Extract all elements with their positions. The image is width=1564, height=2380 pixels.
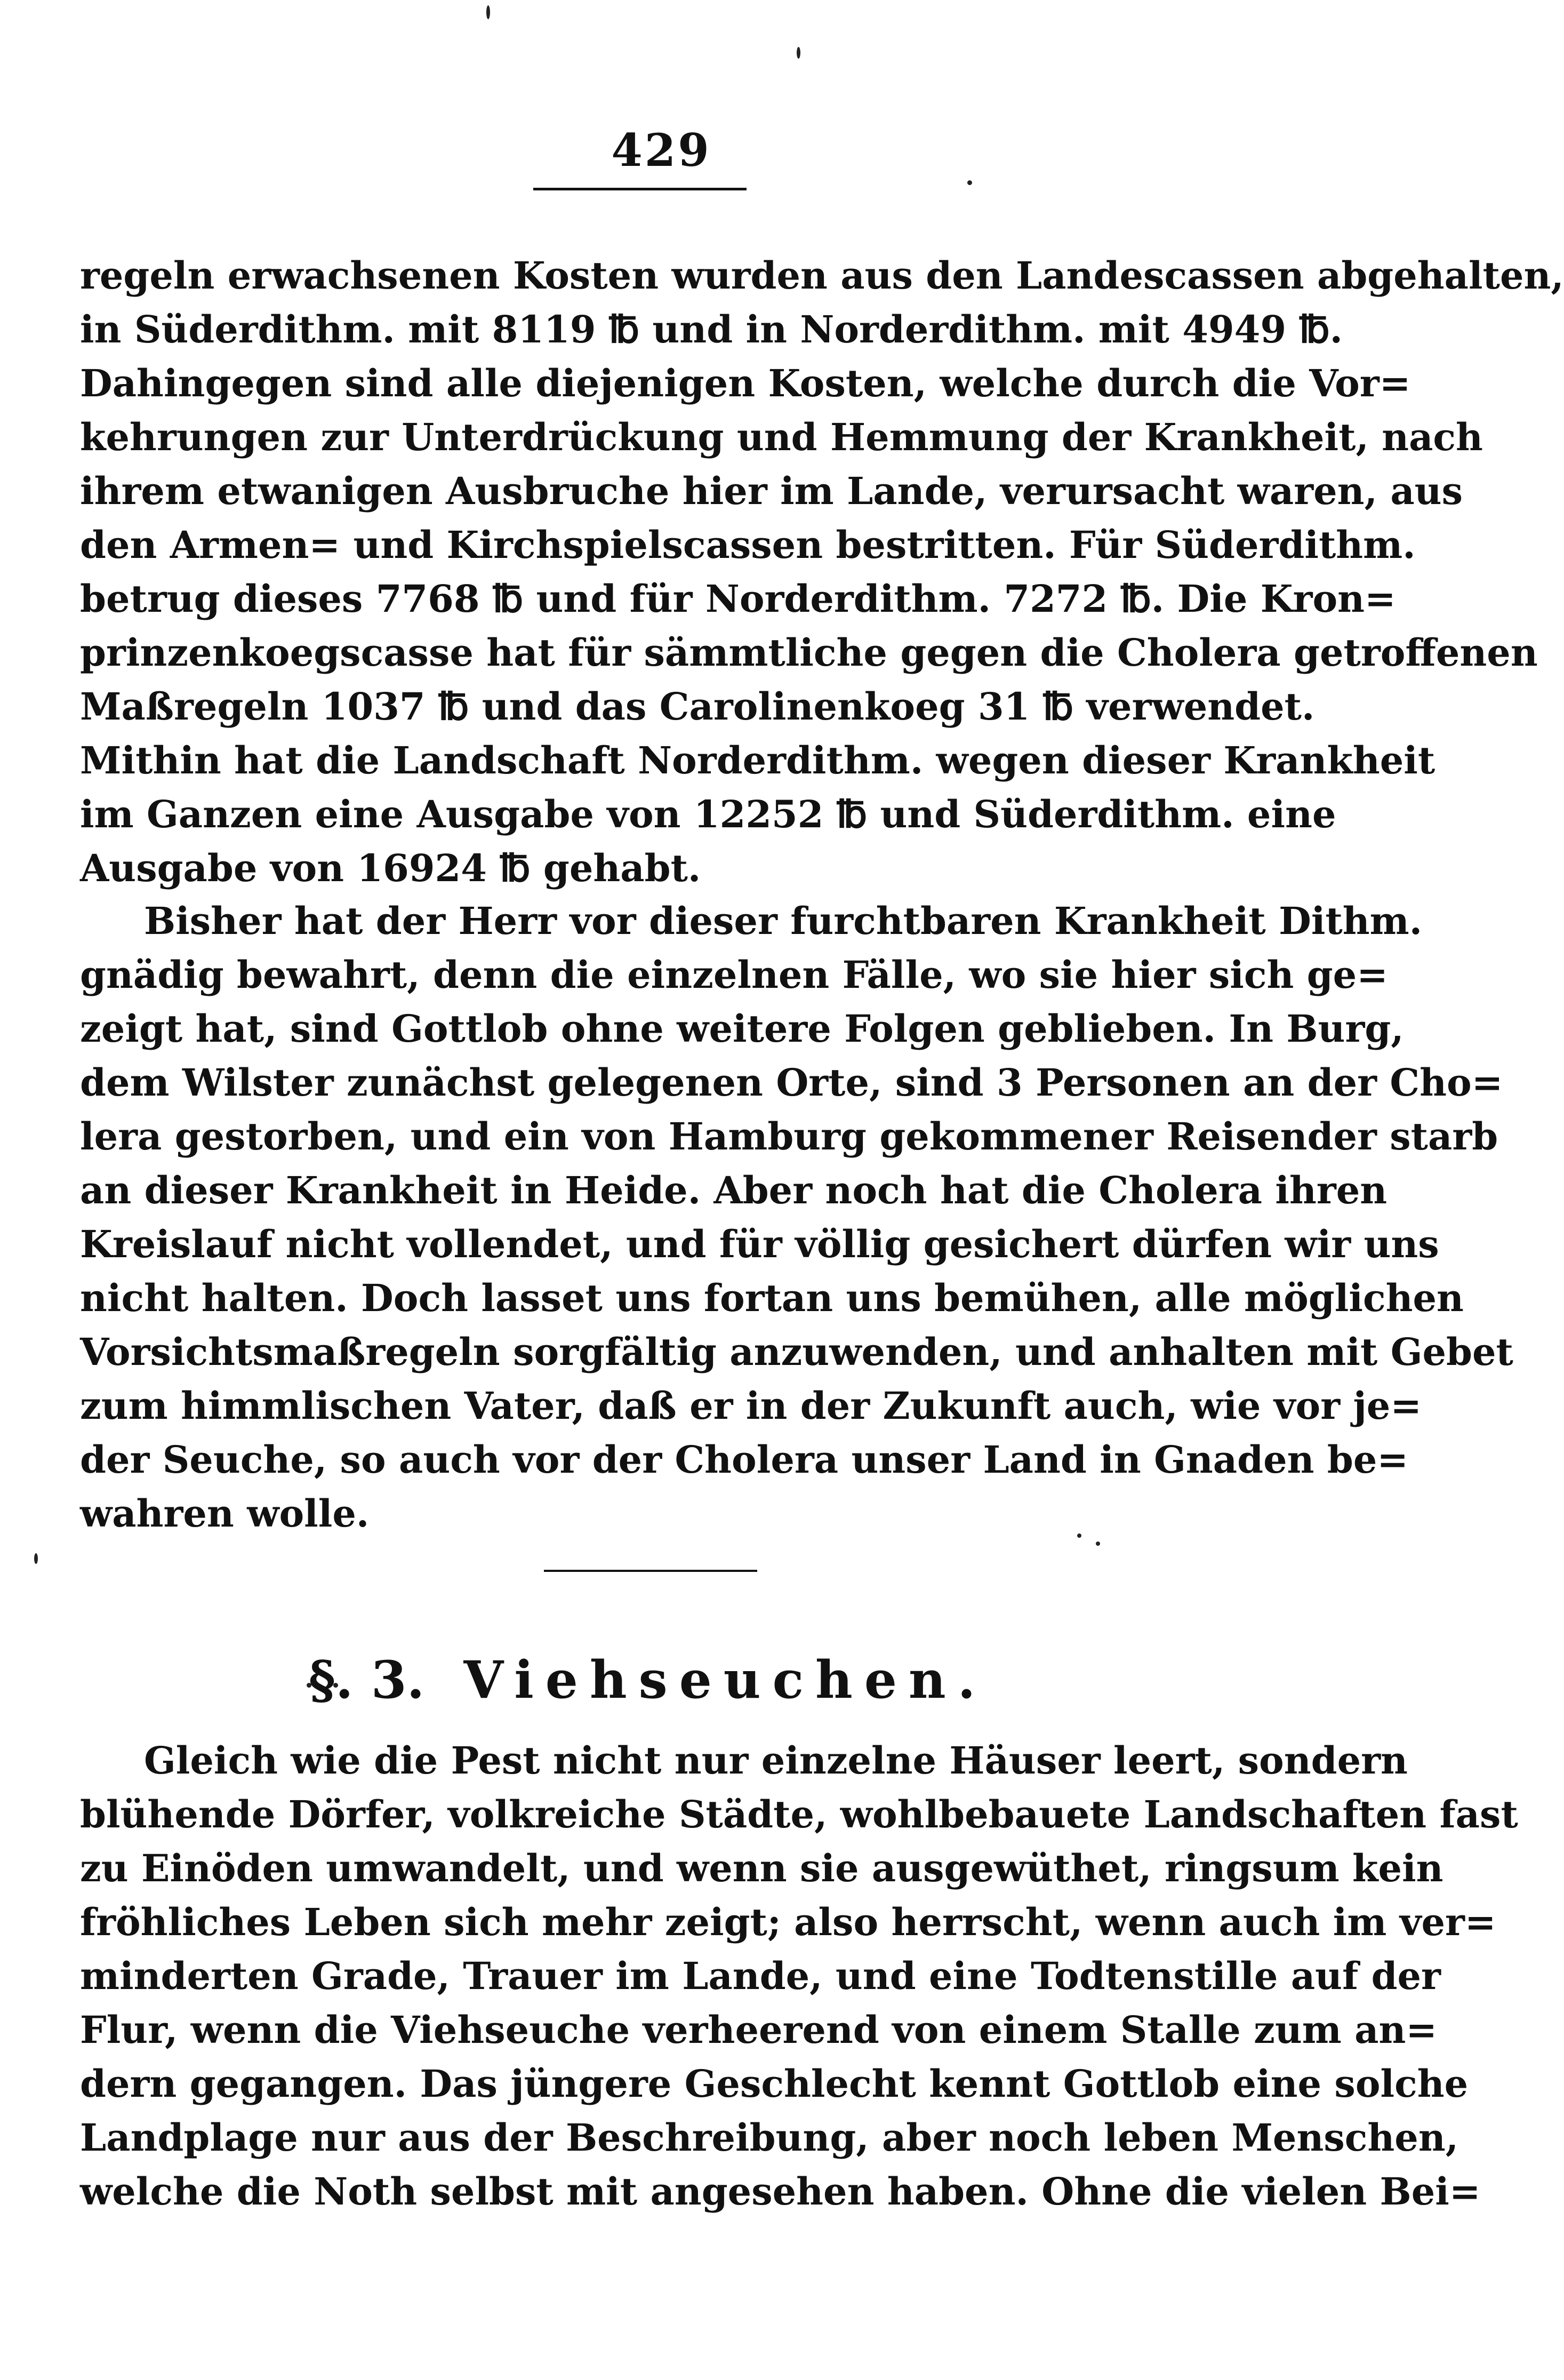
text-line: Dahingegen sind alle diejenigen Kosten, welche durch die Vor=: [80, 361, 1411, 405]
text-line: zeigt hat, sind Gottlob ohne weitere Folgen geblieben. In Burg,: [80, 1007, 1404, 1051]
text-line: gnädig bewahrt, denn die einzelnen Fälle, wo sie hier sich ge=: [80, 953, 1388, 997]
text-line: nicht halten. Doch lasset uns fortan uns bemühen, alle möglichen: [80, 1276, 1464, 1320]
text-line: prinzenkoegscasse hat für sämmtliche gegen die Cholera getroffenen: [80, 630, 1538, 675]
text-line: kehrungen zur Unterdrückung und Hemmung der Krankheit, nach: [80, 415, 1483, 459]
text-line: minderten Grade, Trauer im Lande, und eine Todtenstille auf der: [80, 1954, 1441, 1998]
paragraph-3: [80, 1734, 1518, 2218]
text-line: den Armen= und Kirchspielscassen bestritten. Für Süderdithm.: [80, 523, 1416, 567]
text-line: Flur, wenn die Viehseuche verheerend von einem Stalle zum an=: [80, 2008, 1438, 2052]
section-title: Viehseuchen.: [463, 1650, 988, 1710]
text-line: fröhliches Leben sich mehr zeigt; also herrscht, wenn auch im ver=: [80, 1900, 1496, 1944]
text-line: Bisher hat der Herr vor dieser furchtbaren Krankheit Dithm.: [144, 899, 1423, 943]
page-number: 429: [611, 124, 711, 177]
text-line: regeln erwachsenen Kosten wurden aus den Landescassen abgehalten,: [80, 253, 1564, 298]
print-speck: [1096, 1542, 1100, 1546]
text-line: dem Wilster zunächst gelegenen Orte, sind 3 Personen an der Cho=: [80, 1060, 1503, 1105]
text-line: der Seuche, so auch vor der Cholera unser Land in Gnaden be=: [80, 1437, 1409, 1482]
text-line: dern gegangen. Das jüngere Geschlecht kennt Gottlob eine solche: [80, 2062, 1469, 2106]
text-line: ihrem etwanigen Ausbruche hier im Lande, verursacht waren, aus: [80, 469, 1463, 513]
text-line: in Süderdithm. mit 8119 ℔ und in Norderdithm. mit 4949 ℔.: [80, 307, 1343, 352]
text-line: Vorsichtsmaßregeln sorgfältig anzuwenden, und anhalten mit Gebet: [80, 1330, 1513, 1374]
page-number-rule: [533, 188, 747, 190]
paragraph-2: [80, 894, 1513, 1540]
text-line: zu Einöden umwandelt, und wenn sie ausgewüthet, ringsum kein: [80, 1846, 1443, 1890]
text-line: wahren wolle.: [80, 1491, 370, 1536]
section-number: §. 3.: [308, 1650, 425, 1710]
section-divider: [544, 1570, 757, 1572]
print-speck: [797, 47, 800, 59]
text-line: Ausgabe von 16924 ℔ gehabt.: [80, 846, 701, 890]
paragraph-1: [80, 249, 1564, 895]
text-line: welche die Noth selbst mit angesehen haben. Ohne die vielen Bei=: [80, 2169, 1481, 2214]
print-speck: [486, 5, 490, 19]
text-line: Landplage nur aus der Beschreibung, aber noch leben Menschen,: [80, 2115, 1459, 2160]
text-line: Mithin hat die Landschaft Norderdithm. wegen dieser Krankheit: [80, 738, 1435, 782]
text-line: betrug dieses 7768 ℔ und für Norderdithm. 7272 ℔. Die Kron=: [80, 577, 1396, 621]
text-line: lera gestorben, und ein von Hamburg gekommener Reisender starb: [80, 1114, 1498, 1159]
text-line: im Ganzen eine Ausgabe von 12252 ℔ und Süderdithm. eine: [80, 792, 1336, 836]
text-line: Kreislauf nicht vollendet, und für völlig gesichert dürfen wir uns: [80, 1222, 1439, 1266]
section-heading: [80, 1643, 1216, 1718]
text-line: Gleich wie die Pest nicht nur einzelne Häuser leert, sondern: [144, 1738, 1408, 1783]
text-line: an dieser Krankheit in Heide. Aber noch hat die Cholera ihren: [80, 1168, 1387, 1212]
text-line: zum himmlischen Vater, daß er in der Zukunft auch, wie vor je=: [80, 1384, 1422, 1428]
text-line: Maßregeln 1037 ℔ und das Carolinenkoeg 31 ℔ verwendet.: [80, 684, 1315, 729]
print-speck: [967, 180, 972, 185]
text-line: blühende Dörfer, volkreiche Städte, wohlbebauete Landschaften fast: [80, 1792, 1518, 1836]
print-speck: [34, 1553, 38, 1564]
